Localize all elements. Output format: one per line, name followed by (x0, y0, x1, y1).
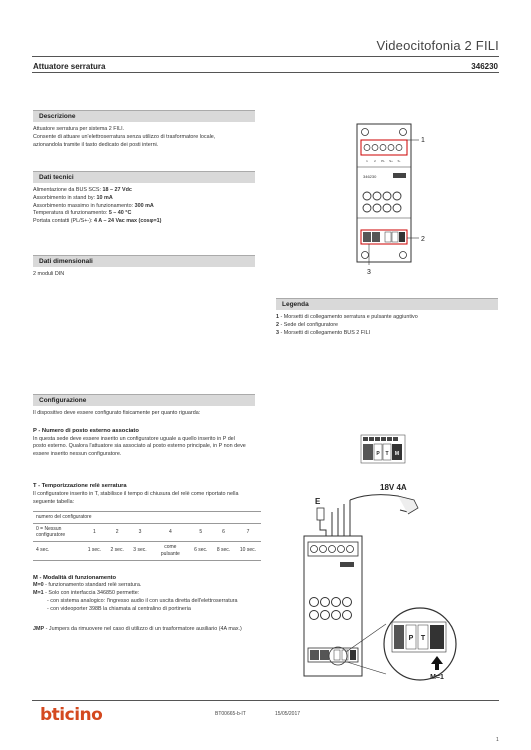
spec-row: Assorbimento massimo in funzionamento: 300 mA (33, 202, 154, 209)
svg-text:P: P (408, 635, 414, 642)
spec-row: Assorbimento in stand by: 10 mA (33, 194, 113, 201)
t-text: Il configuratore inserito in T, stabilisce il tempo di chiusura del relè come riportato nella seguente tabella: (33, 490, 239, 505)
footer-rule (32, 700, 499, 701)
section-configurazione (33, 394, 255, 634)
header-rule (32, 56, 499, 57)
m-text: M=0 - funzionamento standard relè serratura. M=1 - Solo con interfaccia 346850 permette: - con sistema analogico: l'ingresso audio il con uscita diretta dell'elettroserratura - con videoporter 398B la chiamata al centralino di portineria (33, 582, 238, 612)
bus-terminal (372, 232, 380, 242)
spec-row: Portata contatti (PL/S+-): 4 A – 24 Vac max (cosφ=1) (33, 218, 162, 225)
terminal-label: 2 (374, 159, 376, 163)
brand-mark (393, 173, 406, 178)
lock-icon (317, 508, 324, 520)
legend-item: 3 - Morsetti di collegamento BUS 2 FILI (276, 329, 371, 336)
series-title: Videocitofonia 2 FILI (376, 38, 499, 53)
terminal-label: S- (397, 159, 401, 163)
m-value-label: M=1 (430, 674, 444, 681)
p-text: In questa sede deve essere inserito un configuratore uguale a quello inserito in P del posto esterno. Qualora l'attuatore sia associato al posto esterno principale, in P non deve essere inserito nessun configuratore. (33, 435, 246, 458)
wiring-label: 18V 4A (380, 483, 407, 492)
section-descrizione (33, 110, 255, 149)
section-header: Descrizione (33, 110, 255, 122)
callout-2: 2 (421, 236, 425, 243)
terminal-label: 1 (366, 159, 368, 163)
jmp-text: JMP - Jumpers da rimuovere nel caso di utilizzo di un trasformatore ausiliario (4A max.) (33, 625, 242, 632)
dimensioni-text: 2 moduli DIN (33, 271, 65, 277)
terminal-block-top (361, 140, 407, 155)
m-title: M - Modalità di funzionamento (33, 574, 117, 581)
device-diagram (355, 122, 435, 277)
table-row: 4 sec. 1 sec. 2 sec. 3 sec. come pulsante 6 sec. 8 sec. 10 sec. (33, 542, 261, 561)
transformer-icon (398, 496, 418, 514)
legenda-list (276, 314, 498, 337)
config-label-p: P (376, 451, 380, 457)
legend-item: 1 - Morsetti di collegamento serratura e pulsante aggiuntivo (276, 314, 418, 320)
brand-logo: bticino (40, 705, 103, 725)
title-rule (32, 72, 499, 73)
spec-row: Temperatura di funzionamento: 5 – 40 °C (33, 210, 132, 217)
svg-text:T: T (420, 635, 426, 642)
section-legenda (276, 298, 498, 337)
wiring-diagram (290, 478, 480, 700)
module-code: 346230 (363, 174, 377, 179)
timing-table (33, 511, 261, 561)
section-dati-dimensionali (33, 255, 255, 279)
doc-date: 15/05/2017 (275, 711, 301, 717)
section-header: Legenda (276, 298, 498, 310)
product-code: 346230 (471, 62, 498, 71)
dati-tecnici-list (33, 187, 255, 226)
config-intro: Il dispositivo deve essere configurato fisicamente per quanto riguarda: (33, 410, 201, 416)
descrizione-text: Attuatore serratura per sistema 2 FILI. Consente di attuare un'elettroserratura senza utilizzo di trasformatore locale, azionandola tramite il tasto dedicato dei posti interni. (33, 126, 216, 148)
product-name: Attuatore serratura (33, 62, 106, 71)
terminal-label: S+ (389, 159, 393, 163)
section-dati-tecnici (33, 171, 255, 226)
lock-label: E (315, 497, 321, 506)
t-title: T - Temporizzazione relè serratura (33, 483, 127, 490)
config-slot-detail (360, 434, 406, 464)
callout-3: 3 (367, 269, 371, 276)
bus-terminal (363, 232, 371, 242)
terminal-label: PL (381, 159, 385, 163)
callout-1: 1 (421, 137, 425, 144)
doc-code: BT00665-b-IT (215, 711, 246, 717)
section-header: Dati dimensionali (33, 255, 255, 267)
config-label-t: T (385, 451, 389, 457)
legend-item: 2 - Sede del configuratore (276, 321, 339, 328)
brand-mark (340, 562, 354, 567)
section-header: Dati tecnici (33, 171, 255, 183)
bus-terminal (363, 444, 373, 460)
section-header: Configurazione (33, 394, 255, 406)
p-title: P - Numero di posto esterno associato (33, 427, 139, 434)
table-row: 0 = Nessun configuratore 1 2 3 4 5 6 7 (33, 523, 261, 542)
page-number: 1 (496, 737, 499, 743)
spec-row: Alimentazione da BUS SCS: 18 – 27 Vdc (33, 187, 132, 193)
config-label-m: M (394, 451, 400, 457)
table-caption: numero del configuratore (33, 511, 261, 523)
